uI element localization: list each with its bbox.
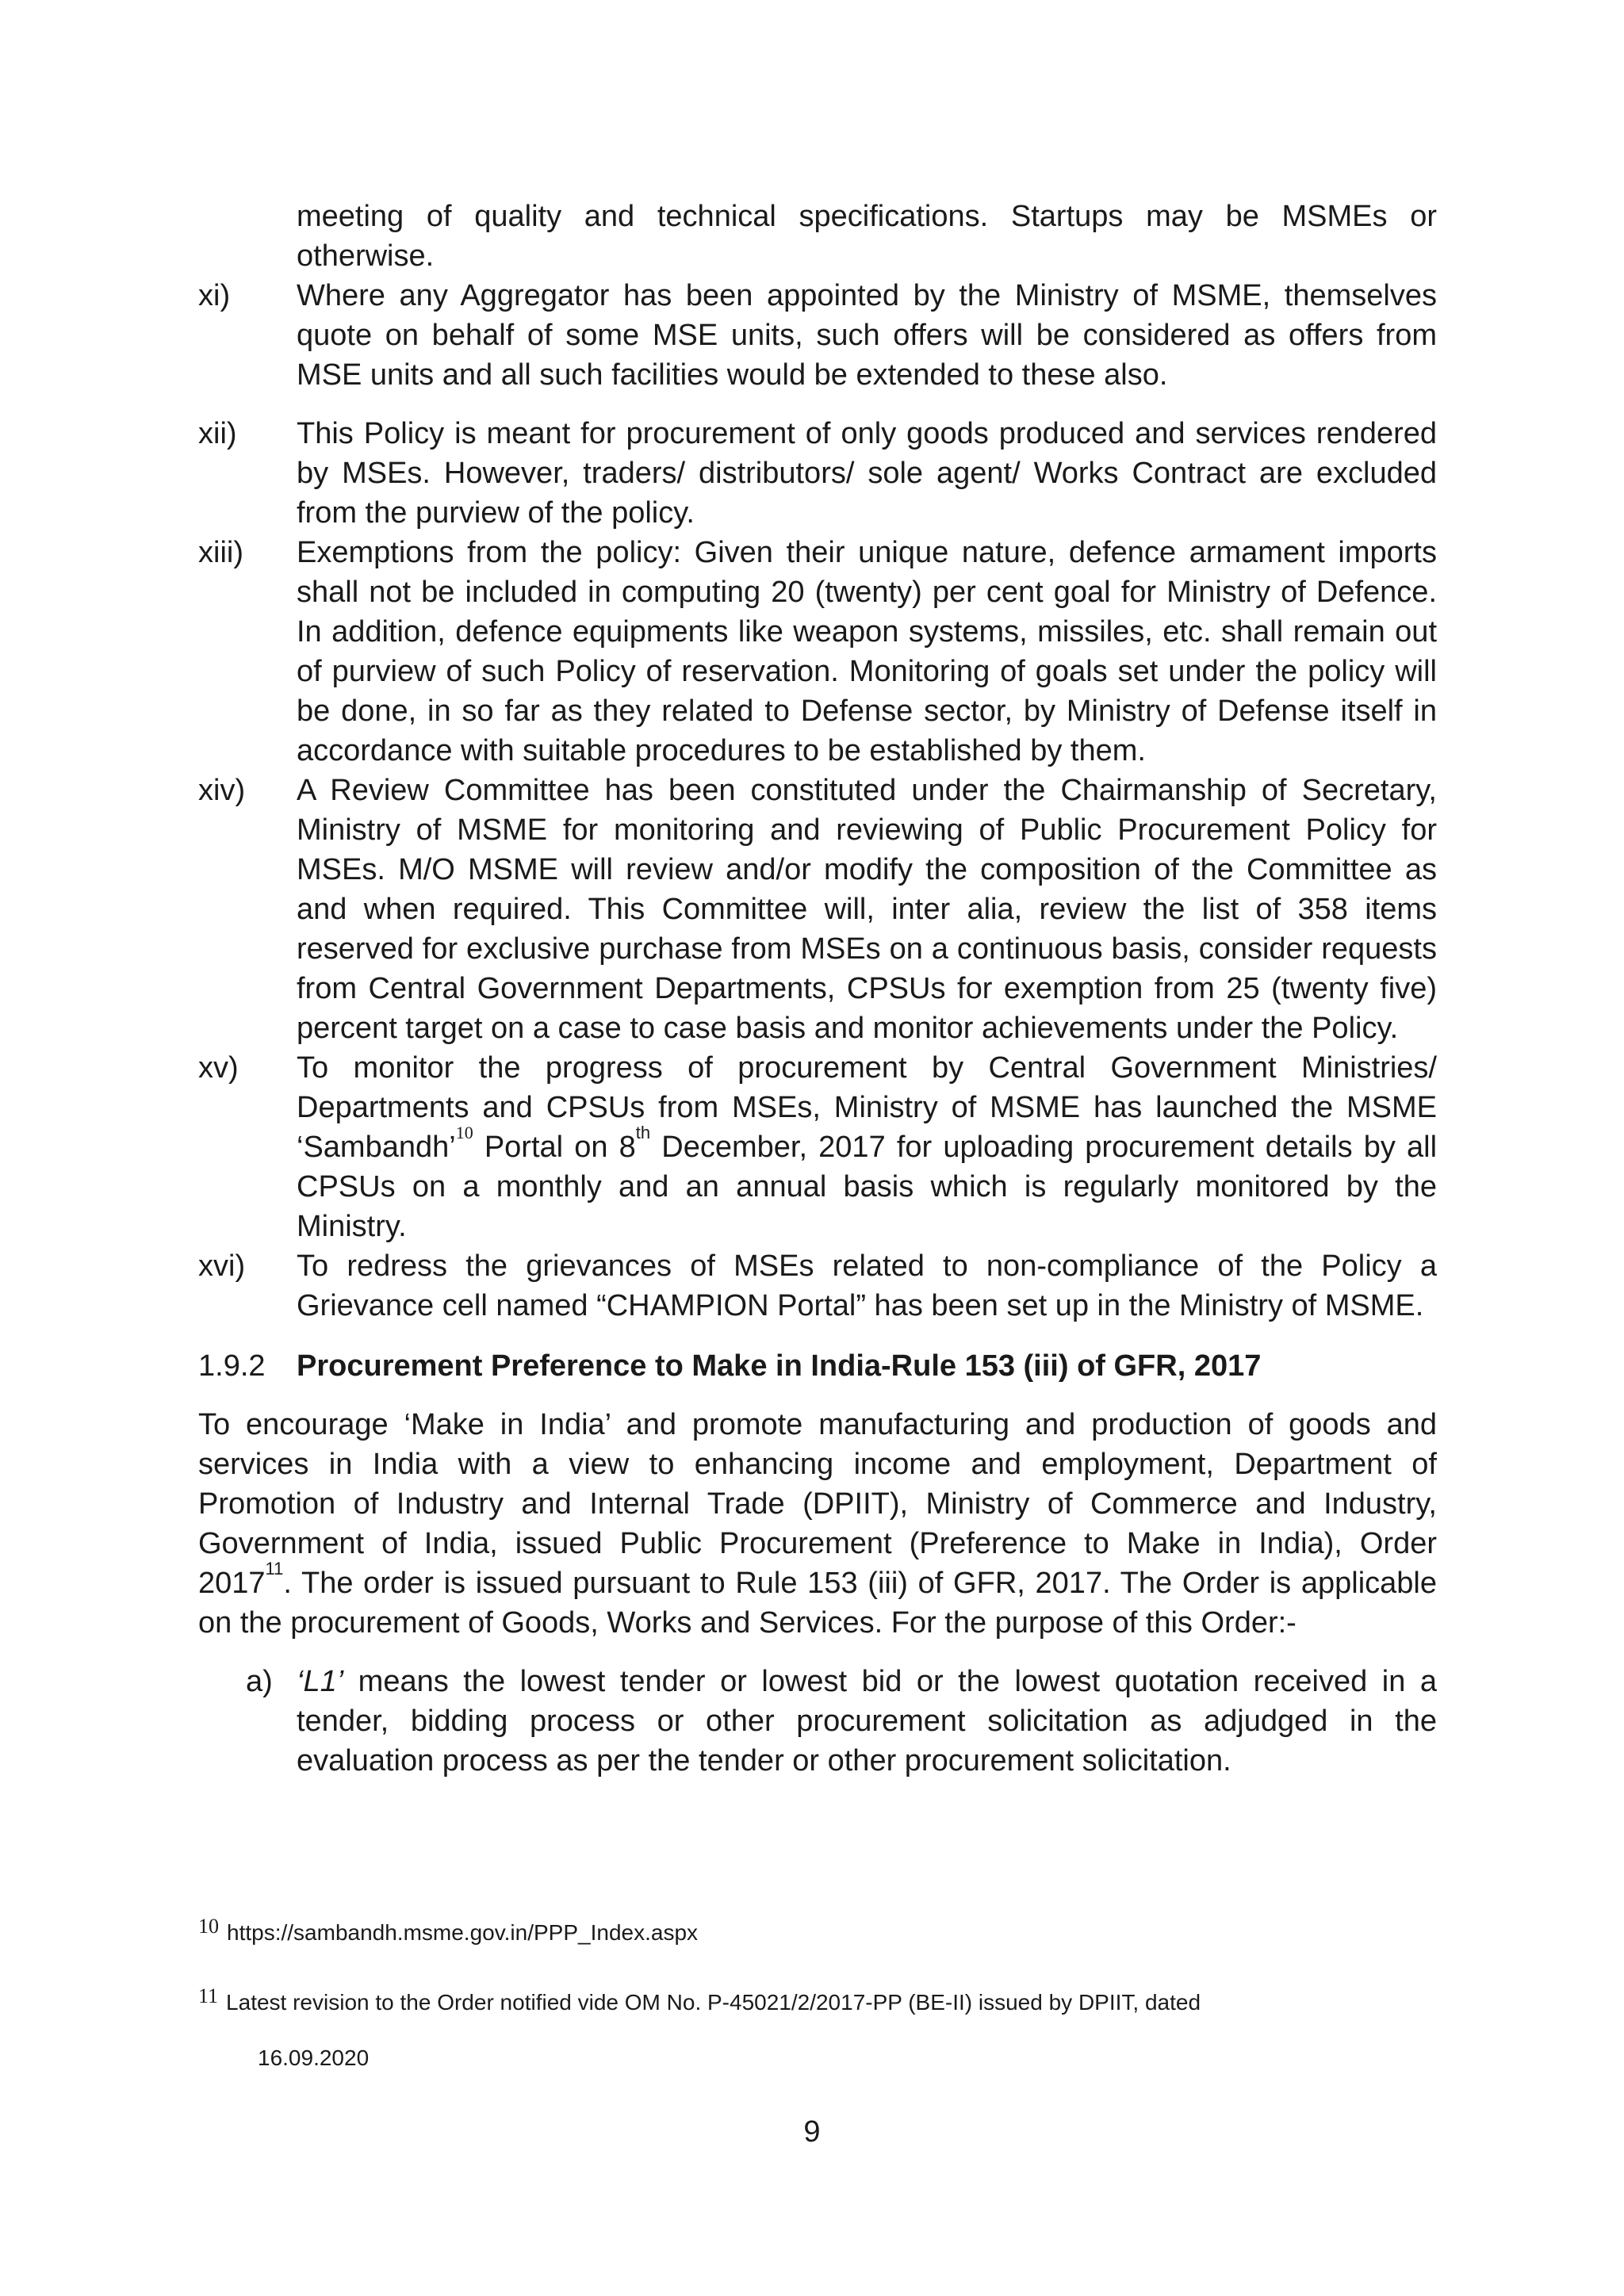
- list-item-text: To redress the grievances of MSEs related to non-compliance of the Policy a Grievance cell named “CHAMPION Portal” has been set up in the Ministry of MSME.: [297, 1249, 1437, 1322]
- list-item-xiii: [198, 533, 1437, 771]
- footnote-reference: 10: [455, 1123, 473, 1142]
- list-item-number: xv): [198, 1051, 239, 1085]
- footnote-reference: 11: [265, 1559, 284, 1578]
- list-item-xvi: [198, 1246, 1437, 1326]
- list-item-xii: [198, 414, 1437, 533]
- sub-item-number: a): [246, 1665, 273, 1698]
- section-heading: [198, 1346, 1437, 1386]
- list-item-number: xii): [198, 417, 237, 450]
- list-item-text: Where any Aggregator has been appointed by the Ministry of MSME, themselves quote on behalf of some MSE units, such offers will be considered as offers from MSE units and all such facilities would be extended to these also.: [297, 279, 1437, 392]
- footnote-10: [198, 1917, 1437, 1949]
- paragraph-text-part: . The order is issued pursuant to Rule 153 (iii) of GFR, 2017. The Order is applicable on the procurement of Goods, Works and Services. For the purpose of this Order:-: [198, 1567, 1437, 1640]
- sub-item-text: [297, 1662, 1437, 1781]
- footnote-mark: 11: [198, 1984, 219, 2007]
- page-number: 9: [803, 2115, 821, 2149]
- list-item-text: [297, 1048, 1437, 1246]
- footnote-text: Latest revision to the Order notified vide OM No. P-45021/2/2017-PP (BE-II) issued by DPIIT, dated: [226, 1990, 1201, 2015]
- footnote-11: [198, 1984, 1437, 2019]
- item-text-part: Portal on 8: [473, 1131, 636, 1164]
- list-item-xv: [198, 1048, 1437, 1246]
- ordinal-suffix: th: [635, 1123, 651, 1142]
- list-item-number: xiii): [198, 536, 243, 569]
- list-item-number: xiv): [198, 774, 246, 807]
- sub-item-definition: means the lowest tender or lowest bid or the lowest quotation received in a tender, bidding process or other procurement solicitation as adjudged in the evaluation process as per the tender or other procurement solicitation.: [297, 1665, 1437, 1777]
- continuation-text: meeting of quality and technical specifications. Startups may be MSMEs or otherwise.: [297, 200, 1437, 273]
- footnote-continuation: 16.09.2020: [258, 2045, 370, 2070]
- body-paragraph: [198, 1405, 1437, 1643]
- list-item-number: xvi): [198, 1249, 246, 1283]
- item-text-part: December, 2017 for uploading procurement details by all CPSUs on a monthly and an annual basis which is regularly monitored by the Ministry.: [297, 1131, 1438, 1243]
- list-item-text: A Review Committee has been constituted under the Chairmanship of Secretary, Ministry of MSME for monitoring and reviewing of Public Procurement Policy for MSEs. M/O MSME will review and/or modify the composition of the Committee as and when required. This Committee will, inter alia, review the list of 358 items reserved for exclusive purchase from MSEs on a continuous basis, consider requests from Central Government Departments, CPSUs for exemption from 25 (twenty five) percent target on a case to case basis and monitor achievements under the Policy.: [297, 774, 1437, 1045]
- defined-term: ‘L1’: [297, 1665, 344, 1698]
- list-item-text: This Policy is meant for procurement of only goods produced and services rendered by MSEs. However, traders/ distributors/ sole agent/ Works Contract are excluded from the purview of the policy.: [297, 417, 1437, 530]
- list-item-text: Exemptions from the policy: Given their unique nature, defence armament imports shall not be included in computing 20 (twenty) per cent goal for Ministry of Defence. In addition, defence equipments like weapon systems, missiles, etc. shall remain out of purview of such Policy of reservation. Monitoring of goals set under the policy will be done, in so far as they related to Defense sector, by Ministry of Defense itself in accordance with suitable procedures to be established by them.: [297, 536, 1437, 767]
- footnote-mark: 10: [198, 1915, 219, 1938]
- item-text-part: To monitor the progress of procurement by Central Government Ministries/ Departments and CPSUs from MSEs, Ministry of MSME has launched the MSME ‘Sambandh’: [297, 1051, 1437, 1164]
- paragraph-text-part: To encourage ‘Make in India’ and promote manufacturing and production of goods and services in India with a view to enhancing income and employment, Department of Promotion of Industry and Internal Trade (DPIIT), Ministry of Commerce and Industry, Government of India, issued Public Procurement (Preference to Make in India), Order 2017: [198, 1408, 1437, 1600]
- section-number: 1.9.2: [198, 1349, 266, 1383]
- list-item-xiv: [198, 771, 1437, 1048]
- list-item-number: xi): [198, 279, 231, 312]
- list-item-xi: [198, 276, 1437, 395]
- footnote-text: https://sambandh.msme.gov.in/PPP_Index.aspx: [227, 1920, 699, 1945]
- section-title: Procurement Preference to Make in India-Rule 153 (iii) of GFR, 2017: [297, 1349, 1262, 1383]
- sub-item-a: [246, 1662, 1437, 1781]
